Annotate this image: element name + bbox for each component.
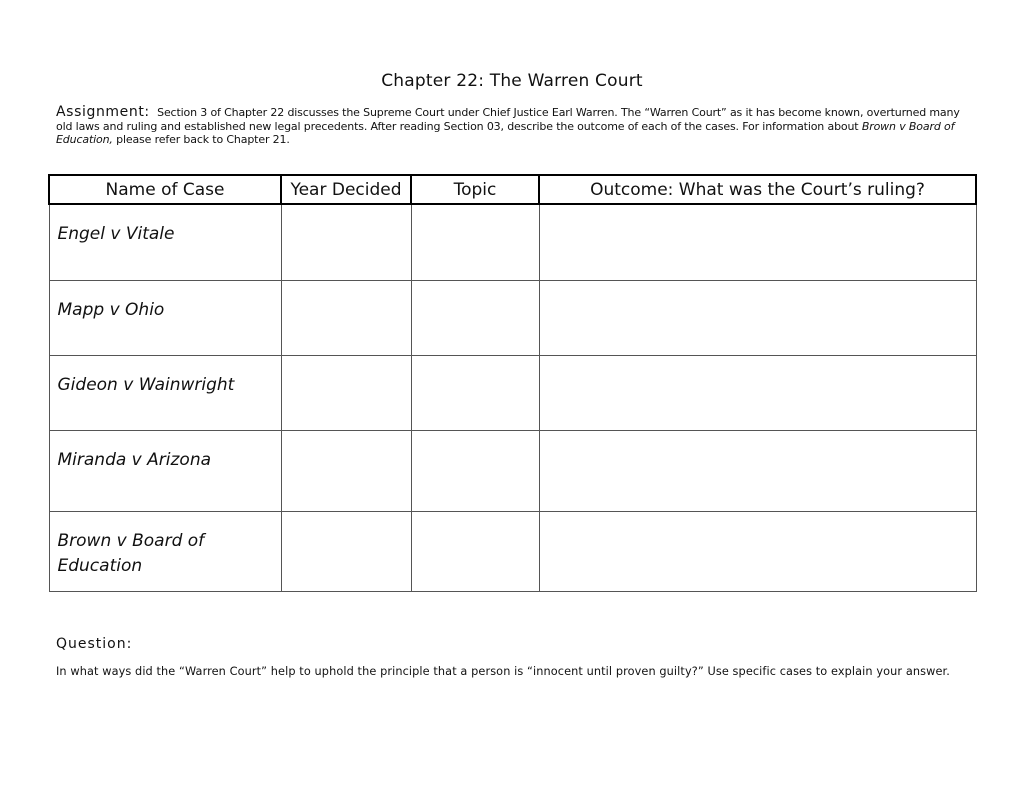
- assignment-text-italic: Brown v Board of Education,: [56, 119, 955, 146]
- question-text: In what ways did the “Warren Court” help to uphold the principle that a person is “innocent until proven guilty?” Use specific cases to explain your answer.: [56, 665, 950, 678]
- topic-cell[interactable]: [411, 280, 539, 355]
- table-row: [49, 280, 976, 355]
- year-cell[interactable]: [281, 430, 411, 511]
- outcome-cell[interactable]: [539, 355, 976, 430]
- table-row: [49, 430, 976, 511]
- case-name-cell: Gideon v Wainwright: [49, 355, 281, 430]
- question-label: Question:: [56, 636, 133, 652]
- topic-cell[interactable]: [411, 204, 539, 280]
- year-cell[interactable]: [281, 204, 411, 280]
- case-name-cell: Engel v Vitale: [49, 204, 281, 280]
- table-row: [49, 355, 976, 430]
- year-cell[interactable]: [281, 280, 411, 355]
- assignment-paragraph: [56, 106, 976, 147]
- topic-cell[interactable]: [411, 355, 539, 430]
- case-name-cell: Miranda v Arizona: [49, 430, 281, 511]
- outcome-cell[interactable]: [539, 204, 976, 280]
- assignment-text-end: please refer back to Chapter 21.: [112, 133, 290, 146]
- header-name-of-case: Name of Case: [49, 175, 281, 204]
- assignment-text: Section 3 of Chapter 22 discusses the Supreme Court under Chief Justice Earl Warren. The “Warren Court” as it has become known, overturned many old laws and ruling and established new legal precedents. After reading Section 03, describe the outcome of each of the cases. For information about: [56, 106, 960, 133]
- year-cell[interactable]: [281, 511, 411, 591]
- page-title: Chapter 22: The Warren Court: [381, 71, 643, 91]
- header-topic: Topic: [411, 175, 539, 204]
- header-year-decided: Year Decided: [281, 175, 411, 204]
- cases-table: [48, 174, 977, 592]
- outcome-cell[interactable]: [539, 511, 976, 591]
- topic-cell[interactable]: [411, 511, 539, 591]
- table-row: [49, 204, 976, 280]
- table-row: [49, 511, 976, 591]
- assignment-label: Assignment:: [56, 104, 150, 120]
- header-outcome: Outcome: What was the Court’s ruling?: [539, 175, 976, 204]
- outcome-cell[interactable]: [539, 280, 976, 355]
- outcome-cell[interactable]: [539, 430, 976, 511]
- case-name-cell: Mapp v Ohio: [49, 280, 281, 355]
- year-cell[interactable]: [281, 355, 411, 430]
- table-header-row: [49, 175, 976, 204]
- case-name-cell: Brown v Board of Education: [49, 511, 281, 591]
- topic-cell[interactable]: [411, 430, 539, 511]
